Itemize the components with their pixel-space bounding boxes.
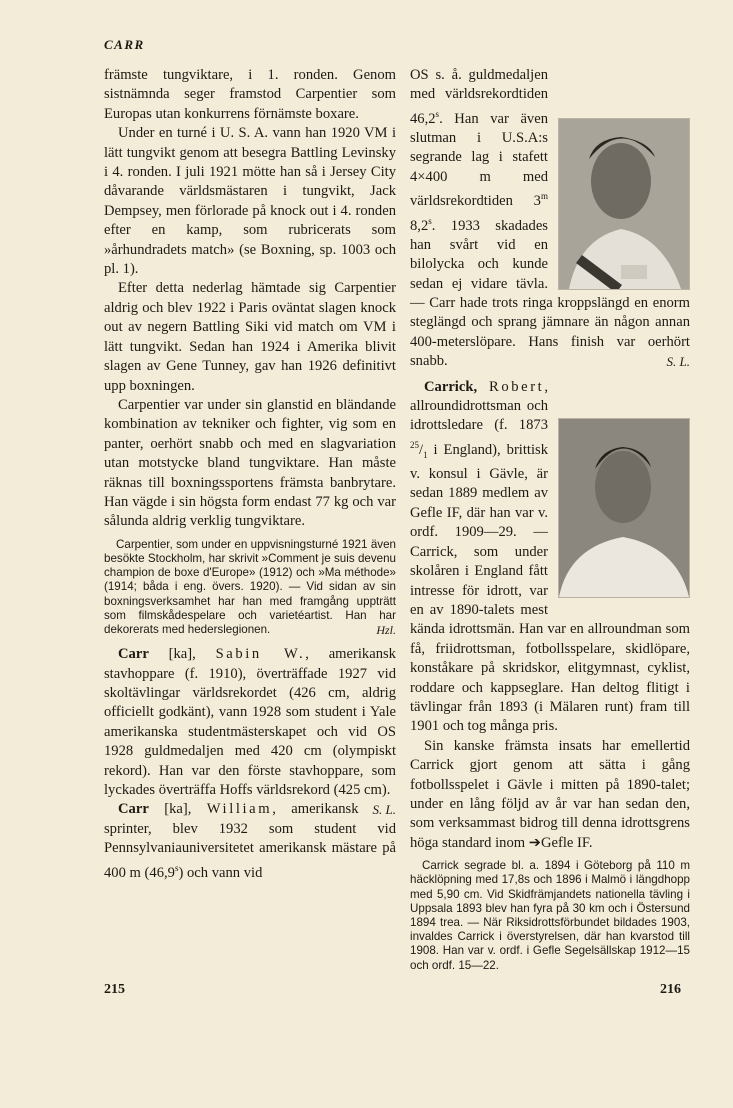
entry-name: Carrick, [424,378,478,395]
paragraph: Efter detta nederlag hämtade sig Carpentier aldrig och blev 1922 i Paris oväntat slagen knock out av negern Battling Siki vid match om VM i lätt tungvikt. Sedan han 1924 i Amerika blivit slagen av Gene Tunney, gav han 1926 definitivt upp boxningen. [104,280,396,394]
entry-text: , allroundidrottsman och idrottsledare (f. 1873 [410,378,548,434]
author-signature: S. L. [372,802,396,818]
given-name: William [206,801,273,818]
paragraph: Sin kanske främsta insats har emellertid Carrick gjort genom att sätta i gång fotbollsspelet i Gävle i mitten på 1890-talet; under en lång följd av år var han sedan den, som verksammast bidrog till denna idrottsgrens höga standard inom ➔Gefle IF. [410,737,690,851]
running-head: CARR [104,37,145,52]
superscript: 25 [410,439,419,450]
entry-text: i England), brittisk v. konsul i Gävle, är sedan 1889 medlem av Gefle IF, där han var v. ordf. 1909—29. — Carrick, som under skolåren i England fått intresse för idrott, var en av 1890-talets mest kända idrottsmän. Han var en allroundman som få, friidrottsman, fotbollsspelare, skidlöpare, konståkare på skridskor, elitgymnast, cyklist, roddare och kappseglare. Han deltog flitigt i tävlingar från 1893 (i Mälaren runt) fram till 1901 och tog många pris. [410,441,690,735]
entry-text: , amerikansk stavhoppare (f. 1910), överträffade 1927 vid skoltävlingar världsrekordet (426 cm, aldrig officiellt godkänt), vann 1928 som student i Yale amerikanska studentmästerskapet och vid OS 1928 guldmedaljen med 420 cm (olympiskt rekord). Han var den förste stavhoppare, som lyckades överträffa Hoffs världsrekord (425 cm). [104,646,396,799]
entry-carr-william [104,800,396,882]
entry-text: ) och vann vid [178,864,263,881]
note-text: Carpentier, som under en uppvisningsturné 1921 även besökte Stockholm, har skrivit »Comment je suis devenu champion de boxe d'Europe» (1912) och »Ma méthode» (1914; båda i eng. övers. 1920). — Vid sidan av sin boxningsverksamhet har han med framgång uppträtt som filmskådespelare och varietéartist. Han har dekorerats med hederslegionen. [104,537,396,636]
small-print-note: Carrick segrade bl. a. 1894 i Göteborg på 110 m häcklöpning med 17,8s och 1896 i Malmö i längdhopp med 5,90 cm. Vid Skidfrämjandets nationella tävling i Uppsala 1893 blev han fyra på 30 km och i Östersund 1894 trea. — När Riksidrottsförbundet bildades 1903, invaldes Carrick i överstyrelsen, där han kvarstod till 1908. Han var v. ordf. i Gefle Segelsällskap 1912—15 och ordf. 15—22. [410,859,690,972]
superscript: s [174,862,179,873]
author-signature: S. L. [666,354,690,370]
author-signature: Hzl. [376,622,396,637]
subscript: 1 [423,449,428,460]
page-number-right: 216 [660,982,681,997]
entry-carrick: Carrick, Robert, allroundidrottsman och idrottsledare (f. 1873 $^{25}/_1$ i England), brittisk v. konsul i Gävle, är sedan 1889 medlem av Gefle IF, där han var v. ordf. 1909—29. — Carrick, som under skolåren i England fått intresse för idrott, var en av 1890-talets mest kända idrottsmän. Han var en allroundman som få, friidrottsman, fotbollsspelare, skidlöpare, konståkare på skridskor, elitgymnast, cyklist, roddare och kappseglare. Han deltog flitigt i tävlingar från 1893 (i Mälaren runt) fram till 1901 och tog många pris. [410,378,690,735]
paragraph: Under en turné i U. S. A. vann han 1920 VM i lätt tungvikt genom att besegra Battling Levinsky i 4. ronden. I juli 1921 mötte han så i Jersey City dåvarande världsmästaren i tungvikt, Jack Dempsey, men förlorade på knock out i 4. ronden efter en kamp, som rubricerats som »århundradets match» (se Boxning, sp. 1003 och pl. 1). [104,125,396,278]
superscript: m [540,191,548,202]
portrait-illustration [559,119,689,289]
small-print-note [104,538,396,637]
given-name: Sabin W. [215,646,306,663]
paragraph: främste tungviktare, i 1. ronden. Genom sistnämnda seger framstod Carpentier som Europas utan konkurrens förnämste boxare. [104,67,396,122]
superscript: s [428,215,432,226]
entry-text: 8,2 [410,217,429,234]
entry-name: Carr [118,801,149,818]
left-column [104,66,396,883]
pronunciation: [ka], [168,646,196,663]
page-number-left: 215 [104,982,125,997]
photo-carr [558,118,690,290]
right-column [410,66,690,973]
portrait-illustration [559,419,689,597]
entry-text: . 1933 skadades han svårt vid en bilolycka och kunde sedan ej vidare tävla. — Carr hade trots ringa kroppslängd en enorm steglängd och sprang jämnare än någon annan 400-meterslöpare. Hans finish var oerhört snabb. [410,217,690,370]
superscript: s [435,108,440,119]
given-name: Robert [489,378,545,395]
paragraph: Carpentier var under sin glanstid en bländande kombination av tekniker och fighter, vig som en panter, oerhört snabb och med en slagvariation utan motstycke bland tungviktare. Han måste räknas till boxningssportens främsta banbrytare. Han vägde i sin högsta form endast 77 kg och var sålunda aldrig verklig tungviktare. [104,396,396,530]
pronunciation: [ka], [164,801,192,818]
entry-text: . Han var även slutman i U.S.A:s segrande lag i stafett 4×400 m med världsrekordtiden 3 [410,110,548,210]
entry-text: , amerikansk sprinter, blev 1932 som student vid Pennsylvaniauniversitetet amerikansk mästare på 400 m (46,9 [104,801,396,881]
photo-carrick [558,418,690,598]
entry-text: OS s. å. guldmedaljen med världsrekordtiden 46,2 [410,67,548,127]
entry-name: Carr [118,646,149,663]
paragraph [410,66,690,372]
